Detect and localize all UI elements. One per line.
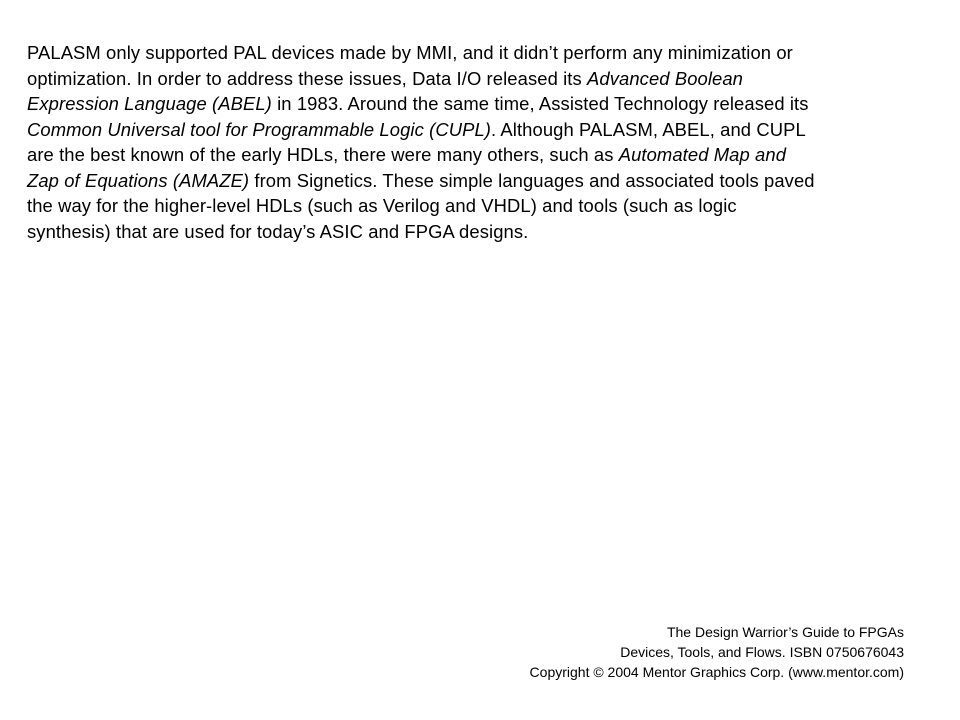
italic-term-cupl-name: Common Universal tool for Programmable Logic (CUPL) bbox=[27, 118, 492, 140]
text-run: optimization. In order to address these issues, Data I/O released its bbox=[27, 67, 588, 89]
paragraph-line bbox=[27, 117, 939, 143]
paragraph-line bbox=[27, 40, 939, 66]
italic-term-abel-name: Expression Language (ABEL) bbox=[27, 93, 272, 114]
paragraph-line bbox=[27, 66, 939, 92]
text-run: PALASM only supported PAL devices made by MMI, and it didn’t perform any minimization or bbox=[27, 42, 793, 63]
footer-copyright: Copyright © 2004 Mentor Graphics Corp. (www.mentor.com) bbox=[529, 664, 904, 680]
text-run: are the best known of the early HDLs, there were many others, such as bbox=[27, 144, 619, 165]
text-run: from Signetics. These simple languages and associated tools paved bbox=[249, 169, 815, 191]
italic-term-amaze-name: Automated Map and bbox=[618, 144, 787, 165]
text-run: synthesis) that are used for today’s ASIC and FPGA designs. bbox=[27, 220, 529, 242]
text-run: the way for the higher-level HDLs (such as Verilog and VHDL) and tools (such as logic bbox=[27, 195, 737, 216]
italic-term-abel-name: Advanced Boolean bbox=[587, 67, 744, 89]
italic-term-amaze-name: Zap of Equations (AMAZE) bbox=[27, 169, 250, 191]
text-run: in 1983. Around the same time, Assisted Technology released its bbox=[271, 93, 809, 114]
paragraph-line bbox=[27, 168, 939, 194]
body-paragraph bbox=[27, 40, 939, 244]
footer-isbn: Devices, Tools, and Flows. ISBN 0750676043 bbox=[620, 644, 904, 660]
paragraph-line bbox=[27, 91, 939, 117]
footer-book-title: The Design Warrior’s Guide to FPGAs bbox=[666, 624, 904, 640]
text-run: . Although PALASM, ABEL, and CUPL bbox=[491, 118, 806, 140]
paragraph-line bbox=[27, 142, 939, 168]
copyright-footer bbox=[530, 622, 904, 682]
paragraph-line bbox=[27, 219, 939, 245]
paragraph-line bbox=[27, 193, 939, 219]
